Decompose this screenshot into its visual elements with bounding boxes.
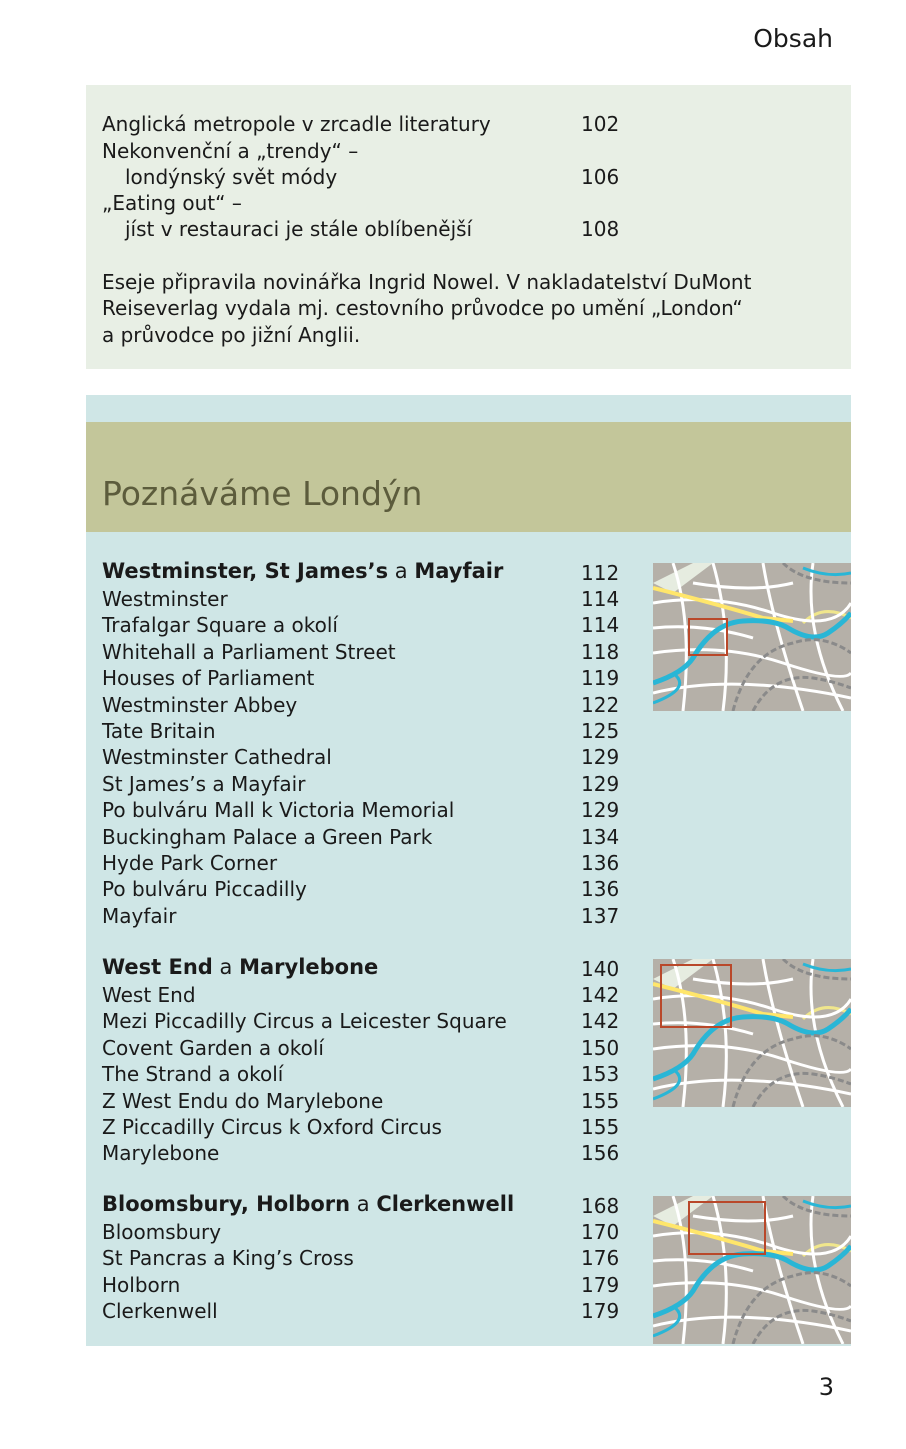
toc-entry-page: 129 bbox=[581, 798, 620, 822]
toc-entry-label: Westminster Cathedral bbox=[102, 745, 332, 769]
toc-entry-page: 129 bbox=[581, 745, 620, 769]
group-heading-connector: a bbox=[212, 955, 240, 979]
toc-entry-label: St James’s a Mayfair bbox=[102, 772, 306, 796]
toc-entry-page: 142 bbox=[581, 1009, 620, 1033]
toc-entry-label: Clerkenwell bbox=[102, 1299, 218, 1323]
toc-entry-page: 179 bbox=[581, 1299, 620, 1323]
group-heading bbox=[102, 558, 503, 584]
toc-entry-label: St Pancras a King’s Cross bbox=[102, 1246, 354, 1270]
essay-entry-label-continued: londýnský svět módy bbox=[125, 165, 338, 189]
group-heading-connector: a bbox=[350, 1192, 377, 1216]
group-heading-connector: a bbox=[388, 559, 415, 583]
essay-entry-2 bbox=[102, 138, 358, 190]
toc-entry-page: 134 bbox=[581, 825, 620, 849]
essays-box bbox=[86, 85, 851, 369]
essay-entry-page: 102 bbox=[581, 112, 620, 136]
toc-entry-label: Marylebone bbox=[102, 1141, 220, 1165]
essay-entry-label: Nekonvenční a „trendy“ – bbox=[102, 139, 359, 163]
group-heading-page: 112 bbox=[581, 561, 620, 585]
toc-entry-page: 170 bbox=[581, 1220, 620, 1244]
group-heading-page: 140 bbox=[581, 957, 620, 981]
toc-entry-page: 155 bbox=[581, 1089, 620, 1113]
toc-entry-label: Westminster bbox=[102, 587, 228, 611]
toc-entry-page: 179 bbox=[581, 1273, 620, 1297]
toc-entry-page: 150 bbox=[581, 1036, 620, 1060]
author-note-line: Eseje připravila novinářka Ingrid Nowel. V nakladatelství DuMont bbox=[102, 270, 752, 294]
toc-entry-label: Covent Garden a okolí bbox=[102, 1036, 324, 1060]
group-heading bbox=[102, 954, 378, 980]
toc-entry-page: 136 bbox=[581, 877, 620, 901]
toc-entry-label: Tate Britain bbox=[102, 719, 216, 743]
author-note-line: a průvodce po jižní Anglii. bbox=[102, 322, 361, 347]
westminster-map-icon bbox=[653, 563, 851, 711]
essay-entry-page: 108 bbox=[581, 217, 620, 241]
essay-entry-label-continued: jíst v restauraci je stále oblíbenější bbox=[125, 217, 473, 241]
group-heading bbox=[102, 1191, 514, 1217]
toc-entry-label: Hyde Park Corner bbox=[102, 851, 278, 875]
group-heading-part: Mayfair bbox=[414, 559, 504, 583]
essay-entry-1 bbox=[102, 111, 491, 137]
toc-entry-page: 176 bbox=[581, 1246, 620, 1270]
section-title-band bbox=[86, 422, 851, 532]
toc-entry-label: Bloomsbury bbox=[102, 1220, 222, 1244]
toc-entry-page: 119 bbox=[581, 666, 620, 690]
author-note bbox=[102, 269, 752, 348]
toc-entry-page: 129 bbox=[581, 772, 620, 796]
toc-entry-page: 137 bbox=[581, 904, 620, 928]
toc-entry-label: Houses of Parliament bbox=[102, 666, 315, 690]
bloomsbury-map-icon bbox=[653, 1196, 851, 1344]
toc-entry-page: 153 bbox=[581, 1062, 620, 1086]
toc-entry-page: 114 bbox=[581, 587, 620, 611]
section-box bbox=[86, 395, 851, 1346]
group-heading-part: Bloomsbury, Holborn bbox=[102, 1192, 351, 1216]
toc-entry-label: Buckingham Palace a Green Park bbox=[102, 825, 433, 849]
west-end-map-icon bbox=[653, 959, 851, 1107]
toc-entry-label: Z Piccadilly Circus k Oxford Circus bbox=[102, 1115, 442, 1139]
toc-entry-label: Mayfair bbox=[102, 904, 177, 928]
essay-entry-3 bbox=[102, 190, 472, 242]
author-note-line: Reiseverlag vydala mj. cestovního průvodce po umění „London“ bbox=[102, 296, 743, 321]
essay-entry-page: 106 bbox=[581, 165, 620, 189]
toc-entry-label: Po bulváru Piccadilly bbox=[102, 877, 307, 901]
group-heading-part: West End bbox=[102, 955, 213, 979]
toc-entry-label: The Strand a okolí bbox=[102, 1062, 284, 1086]
essay-entry-label: „Eating out“ – bbox=[102, 191, 242, 215]
toc-entry-page: 136 bbox=[581, 851, 620, 875]
toc-entry-label: Mezi Piccadilly Circus a Leicester Square bbox=[102, 1009, 507, 1033]
page-number: 3 bbox=[818, 1373, 834, 1401]
toc-entry-page: 122 bbox=[581, 693, 620, 717]
toc-entry-page: 142 bbox=[581, 983, 620, 1007]
page-header-title: Obsah bbox=[753, 24, 833, 53]
toc-entry-label: Whitehall a Parliament Street bbox=[102, 640, 396, 664]
toc-entry-page: 114 bbox=[581, 613, 620, 637]
toc-entry-page: 125 bbox=[581, 719, 620, 743]
group-heading-page: 168 bbox=[581, 1194, 620, 1218]
toc-entry-label: West End bbox=[102, 983, 196, 1007]
toc-entry-label: Trafalgar Square a okolí bbox=[102, 613, 338, 637]
group-heading-part: Marylebone bbox=[239, 955, 379, 979]
group-heading-part: Clerkenwell bbox=[376, 1192, 515, 1216]
toc-entry-label: Holborn bbox=[102, 1273, 181, 1297]
toc-entry-label: Po bulváru Mall k Victoria Memorial bbox=[102, 798, 455, 822]
group-heading-part: Westminster, St James’s bbox=[102, 559, 389, 583]
toc-entry-label: Westminster Abbey bbox=[102, 693, 298, 717]
toc-entry-page: 155 bbox=[581, 1115, 620, 1139]
toc-entry-page: 156 bbox=[581, 1141, 620, 1165]
toc-entry-page: 118 bbox=[581, 640, 620, 664]
section-title: Poznáváme Londýn bbox=[102, 474, 423, 513]
essay-entry-label: Anglická metropole v zrcadle literatury bbox=[102, 112, 491, 136]
toc-entry-label: Z West Endu do Marylebone bbox=[102, 1089, 384, 1113]
